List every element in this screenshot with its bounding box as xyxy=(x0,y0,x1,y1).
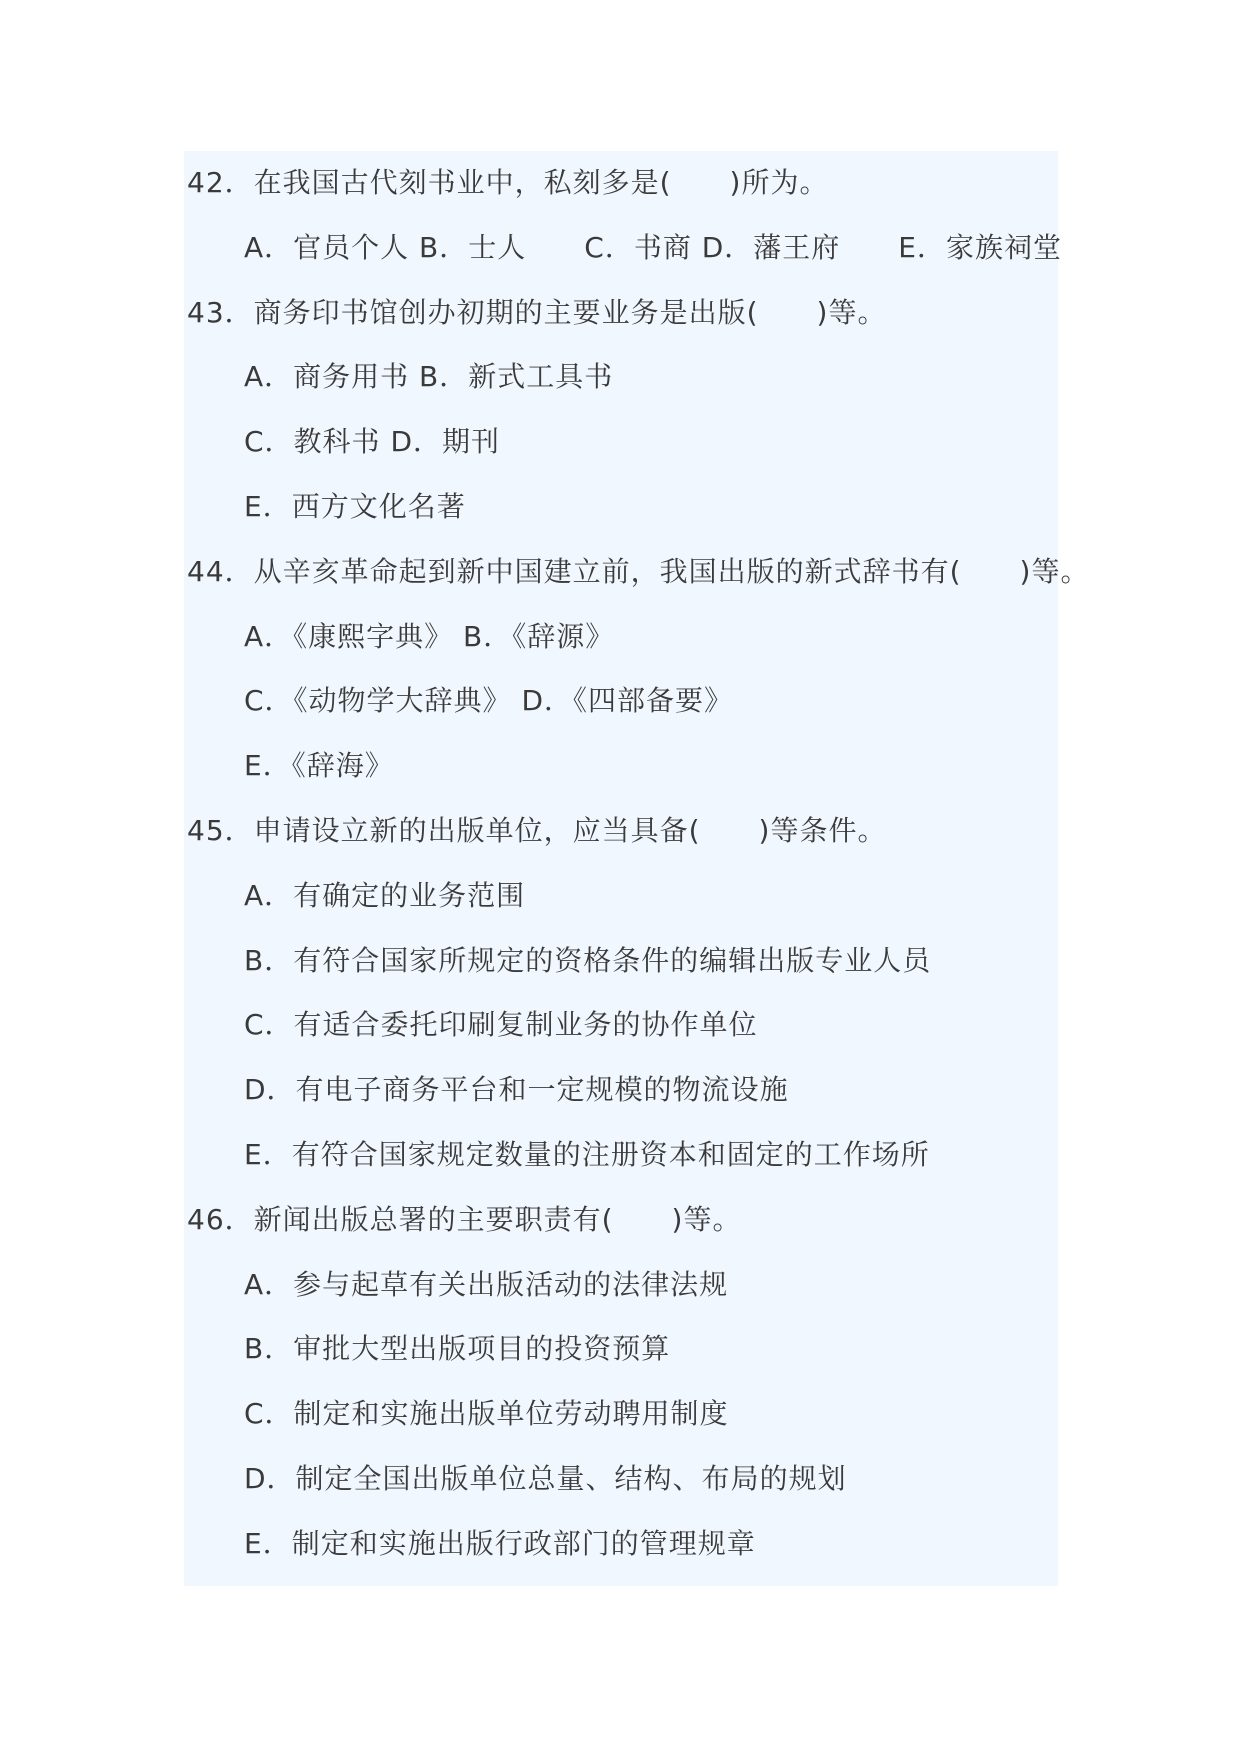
question-44-stem: 44．从辛亥革命起到新中国建立前，我国出版的新式辞书有( )等。 xyxy=(187,555,1090,588)
question-46-stem: 46．新闻出版总署的主要职责有( )等。 xyxy=(187,1203,742,1236)
question-44-option-cd: C．《动物学大辞典》 D．《四部备要》 xyxy=(244,684,734,717)
question-45-option-d: D．有电子商务平台和一定规模的物流设施 xyxy=(244,1073,789,1106)
question-46-option-c: C．制定和实施出版单位劳动聘用制度 xyxy=(244,1397,729,1430)
question-45-option-a: A．有确定的业务范围 xyxy=(244,879,526,912)
question-46-option-b: B．审批大型出版项目的投资预算 xyxy=(244,1332,671,1365)
question-44-option-ab: A．《康熙字典》 B．《辞源》 xyxy=(244,620,615,653)
question-46-option-d: D．制定全国出版单位总量、结构、布局的规划 xyxy=(244,1462,847,1495)
question-44-option-e: E．《辞海》 xyxy=(244,749,394,782)
question-42-stem: 42．在我国古代刻书业中，私刻多是( )所为。 xyxy=(187,166,829,199)
question-42-options: A．官员个人 B．士人 C．书商 D．藩王府 E．家族祠堂 xyxy=(244,231,1062,264)
question-45-option-b: B．有符合国家所规定的资格条件的编辑出版专业人员 xyxy=(244,944,932,977)
question-43-option-e: E．西方文化名著 xyxy=(244,490,466,523)
question-45-stem: 45．申请设立新的出版单位，应当具备( )等条件。 xyxy=(187,814,887,847)
question-45-option-c: C．有适合委托印刷复制业务的协作单位 xyxy=(244,1008,758,1041)
question-46-option-e: E．制定和实施出版行政部门的管理规章 xyxy=(244,1527,756,1560)
question-46-option-a: A．参与起草有关出版活动的法律法规 xyxy=(244,1268,729,1301)
question-43-option-cd: C．教科书 D．期刊 xyxy=(244,425,501,458)
question-45-option-e: E．有符合国家规定数量的注册资本和固定的工作场所 xyxy=(244,1138,930,1171)
question-43-stem: 43．商务印书馆创办初期的主要业务是出版( )等。 xyxy=(187,296,887,329)
question-43-option-ab: A．商务用书 B．新式工具书 xyxy=(244,360,614,393)
